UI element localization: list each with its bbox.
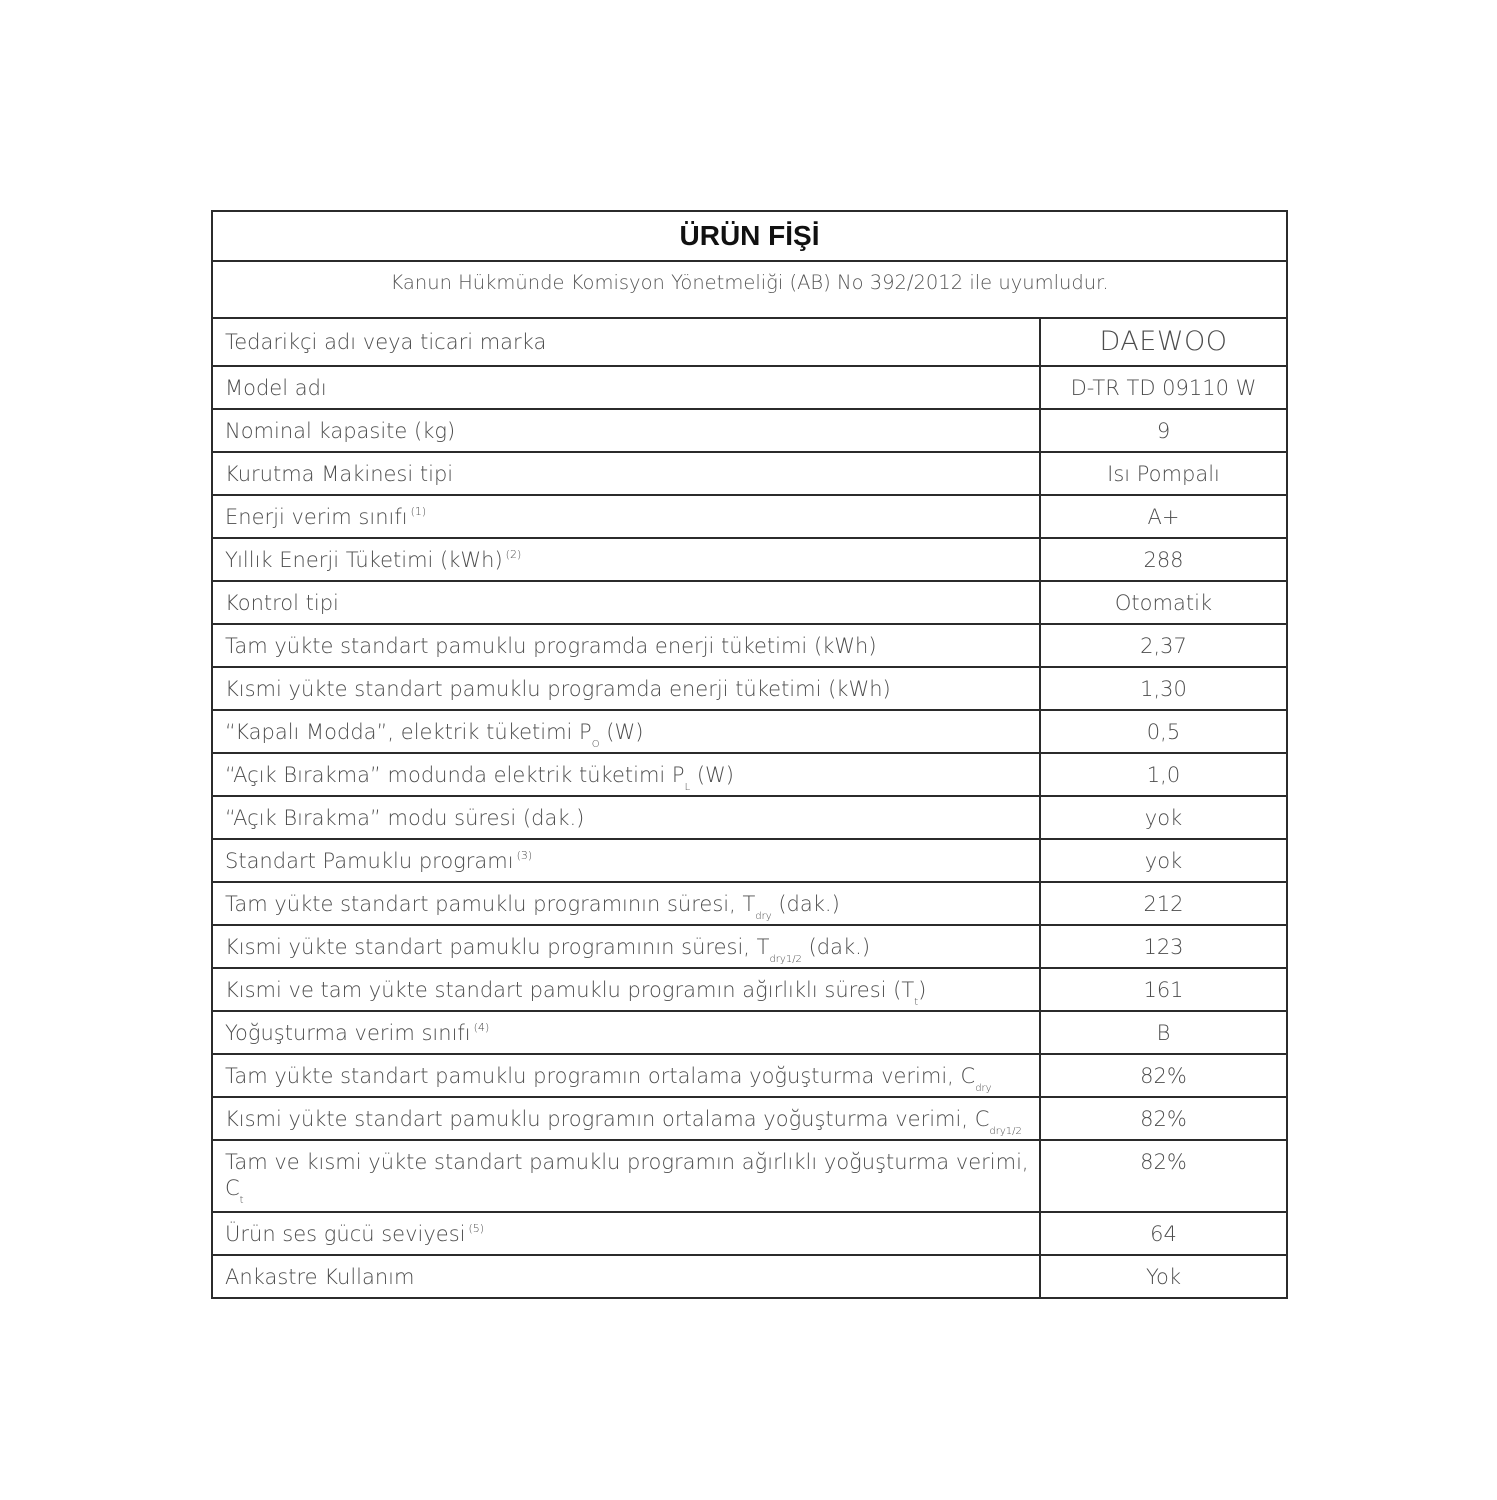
spec-value: 161 <box>1040 968 1286 1011</box>
spec-label <box>213 581 1040 624</box>
spec-value: 82% <box>1040 1097 1286 1140</box>
spec-row <box>213 538 1286 581</box>
spec-footnote-ref: (4) <box>473 1020 490 1034</box>
spec-value: 1,0 <box>1040 753 1286 796</box>
spec-label <box>213 319 1040 366</box>
spec-footnote-ref: (1) <box>410 504 427 518</box>
spec-label <box>213 925 1040 968</box>
spec-value: 82% <box>1040 1140 1286 1212</box>
spec-value: yok <box>1040 796 1286 839</box>
spec-label-subscript: dry <box>755 910 772 922</box>
spec-row <box>213 1212 1286 1255</box>
spec-label-text: Tedarikçi adı veya ticari marka <box>225 330 547 354</box>
spec-label <box>213 1054 1040 1097</box>
spec-label <box>213 968 1040 1011</box>
spec-label-subscript: dry1/2 <box>769 953 802 965</box>
spec-label-text: Nominal kapasite (kg) <box>225 418 456 443</box>
spec-row <box>213 624 1286 667</box>
spec-label-text: Kısmi yükte standart pamuklu programın ortalama yoğuşturma verimi, C <box>225 1106 990 1131</box>
spec-label <box>213 538 1040 581</box>
spec-label-text: Tam yükte standart pamuklu programının süresi, T <box>225 891 756 916</box>
spec-row <box>213 753 1286 796</box>
spec-label-text: Ürün ses gücü seviyesi <box>225 1221 466 1246</box>
spec-row <box>213 1140 1286 1212</box>
spec-row <box>213 366 1286 409</box>
spec-label-text: “Açık Bırakma” modu süresi (dak.) <box>225 805 585 830</box>
spec-label <box>213 452 1040 495</box>
spec-label-unit: ) <box>918 977 927 1002</box>
spec-value: 1,30 <box>1040 667 1286 710</box>
spec-label-text: Tam yükte standart pamuklu programda enerji tüketimi (kWh) <box>225 633 877 658</box>
spec-label <box>213 1140 1040 1212</box>
spec-row <box>213 495 1286 538</box>
spec-row <box>213 839 1286 882</box>
spec-value: D-TR TD 09110 W <box>1040 366 1286 409</box>
spec-label-unit: (dak.) <box>771 891 840 916</box>
spec-row <box>213 968 1286 1011</box>
spec-label <box>213 1097 1040 1140</box>
fiche-title: ÜRÜN FİŞİ <box>213 212 1286 262</box>
spec-footnote-ref: (3) <box>516 848 533 862</box>
spec-row <box>213 667 1286 710</box>
spec-value: Isı Pompalı <box>1040 452 1286 495</box>
spec-label-text: Kontrol tipi <box>225 590 339 615</box>
spec-label-text: Tam yükte standart pamuklu programın ortalama yoğuşturma verimi, C <box>225 1063 976 1088</box>
spec-label-text: Enerji verim sınıfı <box>225 504 408 529</box>
spec-label <box>213 1255 1040 1297</box>
spec-row <box>213 1054 1286 1097</box>
spec-label-subscript: t <box>914 996 919 1008</box>
spec-row <box>213 409 1286 452</box>
spec-row <box>213 796 1286 839</box>
spec-row <box>213 710 1286 753</box>
spec-value: 64 <box>1040 1212 1286 1255</box>
spec-value: 82% <box>1040 1054 1286 1097</box>
spec-label-text: “Açık Bırakma” modunda elektrik tüketimi P <box>225 762 685 787</box>
regulation-note: Kanun Hükmünde Komisyon Yönetmeliği (AB) No 392/2012 ile uyumludur. <box>213 262 1286 319</box>
spec-footnote-ref: (2) <box>505 547 522 561</box>
spec-value: 288 <box>1040 538 1286 581</box>
spec-label-unit: (dak.) <box>801 934 871 959</box>
spec-table <box>213 319 1286 1297</box>
spec-label <box>213 882 1040 925</box>
spec-row <box>213 1011 1286 1054</box>
spec-label-text: “Kapalı Modda”, elektrik tüketimi P <box>225 719 592 744</box>
spec-label <box>213 710 1040 753</box>
spec-label-text: Ankastre Kullanım <box>225 1264 415 1289</box>
spec-label-subscript: dry <box>975 1082 992 1094</box>
spec-label-text: Kurutma Makinesi tipi <box>225 461 454 486</box>
spec-label-unit: (W) <box>599 719 644 744</box>
spec-value: 0,5 <box>1040 710 1286 753</box>
spec-value: 212 <box>1040 882 1286 925</box>
spec-label-text: Kısmi ve tam yükte standart pamuklu programın ağırlıklı süresi (T <box>225 977 915 1002</box>
spec-label-subscript: t <box>239 1195 244 1206</box>
spec-label-text: Kısmi yükte standart pamuklu programda enerji tüketimi (kWh) <box>225 676 891 701</box>
spec-row <box>213 1097 1286 1140</box>
spec-label-subscript: O <box>591 738 600 750</box>
spec-label-text: Yıllık Enerji Tüketimi (kWh) <box>225 547 503 572</box>
spec-label-text: Standart Pamuklu programı <box>225 848 514 873</box>
spec-row <box>213 319 1286 366</box>
spec-label <box>213 495 1040 538</box>
spec-label <box>213 1212 1040 1255</box>
brand-name: DAEWOO <box>1099 326 1228 357</box>
spec-row <box>213 882 1286 925</box>
spec-label-text: Kısmi yükte standart pamuklu programının süresi, T <box>225 934 770 959</box>
spec-label <box>213 1011 1040 1054</box>
spec-value: 2,37 <box>1040 624 1286 667</box>
spec-label <box>213 753 1040 796</box>
spec-label-text: Tam ve kısmi yükte standart pamuklu programın ağırlıklı yoğuşturma verimi, C <box>225 1150 1029 1200</box>
spec-row <box>213 1255 1286 1297</box>
spec-value: yok <box>1040 839 1286 882</box>
spec-value: 9 <box>1040 409 1286 452</box>
spec-label-text: Model adı <box>225 375 327 400</box>
spec-value: 123 <box>1040 925 1286 968</box>
spec-row <box>213 452 1286 495</box>
spec-label-unit: (W) <box>690 762 734 787</box>
spec-label <box>213 839 1040 882</box>
spec-row <box>213 925 1286 968</box>
spec-row <box>213 581 1286 624</box>
product-fiche <box>211 210 1288 1299</box>
spec-value: Yok <box>1040 1255 1286 1297</box>
spec-value: B <box>1040 1011 1286 1054</box>
spec-label-subscript: L <box>684 781 691 793</box>
spec-value: Otomatik <box>1040 581 1286 624</box>
spec-label <box>213 366 1040 409</box>
spec-value: A+ <box>1040 495 1286 538</box>
spec-footnote-ref: (5) <box>468 1221 485 1235</box>
spec-label <box>213 624 1040 667</box>
spec-label <box>213 409 1040 452</box>
spec-label-text: Yoğuşturma verim sınıfı <box>225 1020 471 1045</box>
spec-label <box>213 796 1040 839</box>
spec-label-subscript: dry1/2 <box>989 1125 1022 1137</box>
spec-label <box>213 667 1040 710</box>
